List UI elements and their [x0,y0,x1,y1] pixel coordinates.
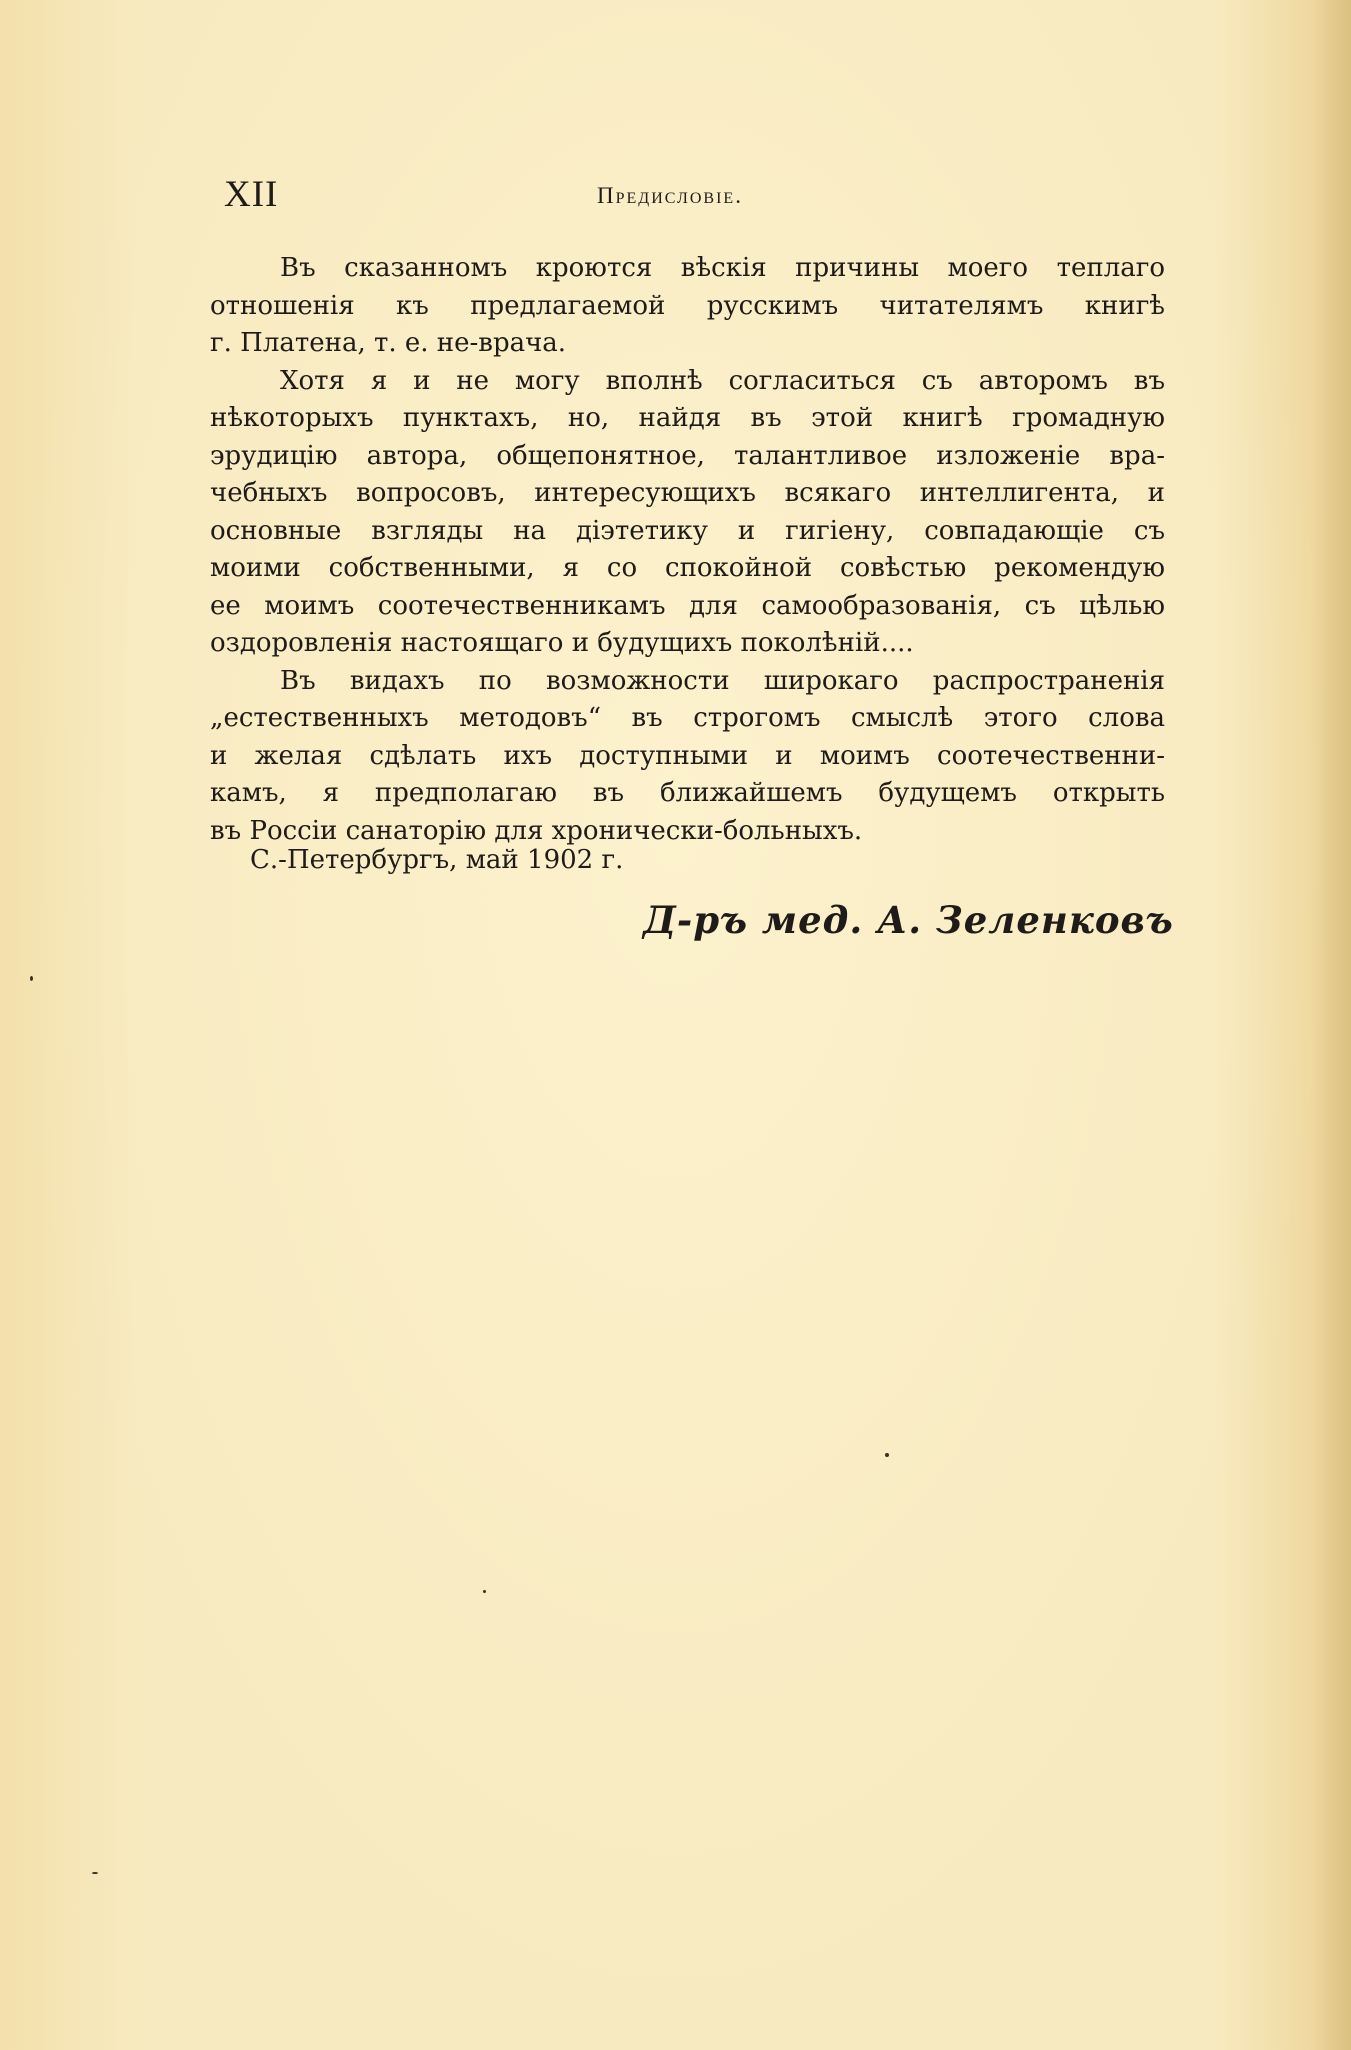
text-line: Въ видахъ по возможности широкаго распространенія [280,665,1165,696]
paragraph-3 [210,663,1165,851]
text-line: и желая сдѣлать ихъ доступными и моимъ соотечественни- [210,740,1165,771]
text-line: Въ сказанномъ кроются вѣскія причины моего теплаго [280,253,1165,283]
running-head: Предисловіе. [597,183,743,208]
page-edge-shadow [1311,0,1351,2050]
paragraph-1 [210,250,1165,363]
text-line: ее моимъ соотечественникамъ для самообразованія, съ цѣлью [210,590,1165,621]
paper-speck [885,1453,889,1457]
text-line: основные взгляды на діэтетику и гигіену, совпадающіе съ [210,515,1165,546]
text-line: моими собственными, я со спокойной совѣстью рекомендую [210,553,1165,583]
page-header [210,173,1170,223]
text-line: г. Платена, т. е. не-врача. [210,328,567,358]
paragraph-2 [210,363,1165,663]
page-number: XII [224,174,279,215]
body-text [210,250,1165,850]
signature: Д-ръ мед. А. Зеленковъ [643,898,1174,942]
text-line: чебныхъ вопросовъ, интересующихъ всякаго интеллигента, и [210,478,1165,508]
text-line: камъ, я предполагаю въ ближайшемъ будущемъ открыть [210,778,1165,808]
paper-speck [483,1590,486,1593]
paper-speck [92,1872,98,1874]
text-line: отношенія къ предлагаемой русскимъ читателямъ книгѣ [210,290,1165,321]
text-line: оздоровленія настоящаго и будущихъ поколѣній.... [210,628,914,658]
text-line: нѣкоторыхъ пунктахъ, но, найдя въ этой книгѣ громадную [210,403,1165,433]
text-line: Хотя я и не могу вполнѣ согласиться съ авторомъ въ [280,365,1165,396]
text-line: въ Россіи санаторію для хронически-больныхъ. [210,815,863,846]
text-line: „естественныхъ методовъ“ въ строгомъ смыслѣ этого слова [210,703,1165,733]
dateline: С.-Петербургъ, май 1902 г. [250,845,624,875]
text-line: эрудицію автора, общепонятное, талантливое изложеніе вра- [210,440,1165,471]
paper-speck [30,976,33,981]
